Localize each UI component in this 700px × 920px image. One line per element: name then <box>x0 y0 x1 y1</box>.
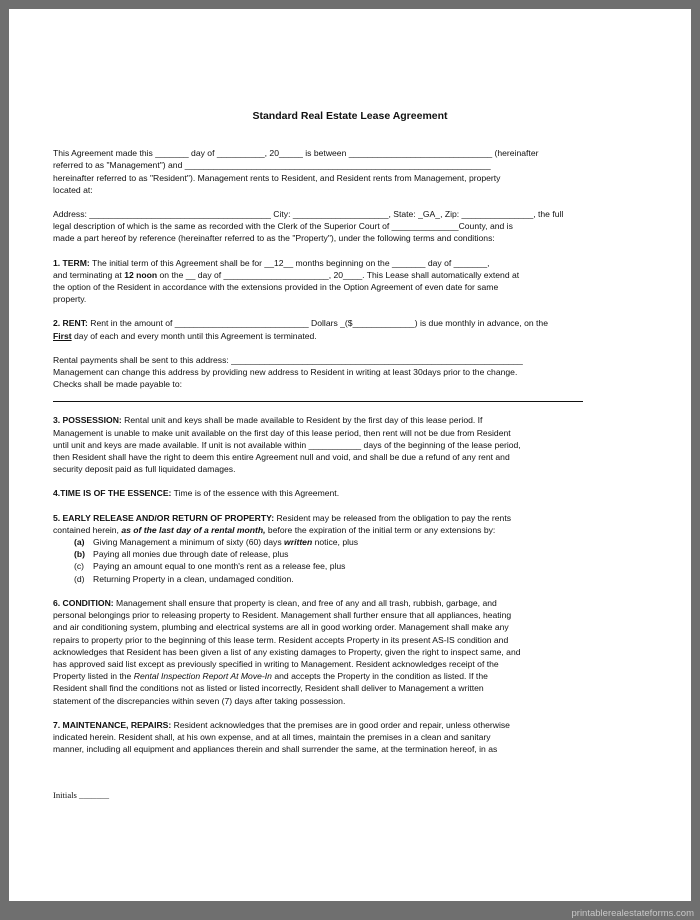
maintenance-line <box>53 719 607 731</box>
list-emphasis: written <box>284 537 313 548</box>
early-release-section <box>53 512 607 585</box>
possession-line: until unit and keys are made available. If unit is not available within ___________ days of the beginning of the lease period, <box>53 439 521 450</box>
possession-line <box>53 414 607 426</box>
rent-text: day of each and every month until this Agreement is terminated. <box>71 330 317 341</box>
list-text: Paying an amount equal to one month's rent as a release fee, plus <box>93 561 346 572</box>
list-item <box>53 560 607 572</box>
list-item <box>53 573 607 585</box>
lease-document-page <box>9 9 691 901</box>
address-line: Address: ______________________________________ City: ____________________, State: _GA_, Zip: _______________, the full <box>53 209 564 220</box>
rent-heading: 2. RENT: <box>53 318 88 329</box>
condition-section <box>53 597 607 707</box>
term-heading: 1. TERM: <box>53 257 90 268</box>
maintenance-line: manner, including all equipment and appliances therein and shall surrender the same, at the termination hereof, in as <box>53 744 498 755</box>
list-key: (a) <box>74 537 85 548</box>
list-key: (d) <box>74 573 85 584</box>
intro-section <box>53 147 607 196</box>
condition-text: and accepts the Property in the condition as listed. If the <box>271 671 488 682</box>
early-text: before the expiration of the initial term or any extensions by: <box>265 524 496 535</box>
maintenance-heading: 7. MAINTENANCE, REPAIRS: <box>53 719 172 730</box>
rent-section <box>53 317 607 341</box>
term-line: property. <box>53 294 87 305</box>
maintenance-text: Resident acknowledges that the premises are in good order and repair, unless otherwise <box>173 719 510 730</box>
list-key: (c) <box>74 561 85 572</box>
possession-section <box>53 414 607 475</box>
document-title: Standard Real Estate Lease Agreement <box>252 110 448 122</box>
rent-first: First <box>53 330 72 341</box>
condition-report-name: Rental Inspection Report At Move-In <box>133 671 272 682</box>
term-text: and terminating at <box>53 269 125 280</box>
list-text: Returning Property in a clean, undamaged condition. <box>93 573 294 584</box>
possession-line: security deposit paid as full liquidated damages. <box>53 464 236 475</box>
intro-line: hereinafter referred to as "Resident"). Management rents to Resident, and Resident rents from Management, property <box>53 172 501 183</box>
term-line <box>53 269 607 281</box>
possession-heading: 3. POSSESSION: <box>53 415 122 426</box>
condition-text: Property listed in the <box>53 671 134 682</box>
list-text: Paying all monies due through date of release, plus <box>93 549 289 560</box>
condition-line: personal belongings prior to releasing property to Resident. Management shall further ensure that all appliances, heating <box>53 610 512 621</box>
list-text <box>93 536 358 548</box>
term-line <box>53 257 607 269</box>
payable-to-line <box>53 390 583 402</box>
condition-line <box>53 597 607 609</box>
intro-line: referred to as "Management") and ________________________________________________________________ <box>53 160 491 171</box>
rent-line <box>53 317 607 329</box>
list-item <box>53 536 607 548</box>
early-text: contained herein, <box>53 524 122 535</box>
early-emphasis: as of the last day of a rental month, <box>121 524 266 535</box>
essence-section <box>53 487 607 499</box>
address-line: legal description of which is the same as recorded with the Clerk of the Superior Court of ______________County, and is <box>53 221 513 232</box>
rent-text: Rent in the amount of ____________________________ Dollars _($_____________) is due monthly in advance, on the <box>90 318 548 329</box>
essence-text: Time is of the essence with this Agreement. <box>173 488 340 499</box>
intro-line: This Agreement made this _______ day of __________, 20_____ is between ______________________________ (hereinafter <box>53 148 539 159</box>
condition-line: repairs to property prior to the beginning of this lease term. Resident accepts Property in its present AS-IS condition and <box>53 634 509 645</box>
list-key: (b) <box>74 549 85 560</box>
payment-section <box>53 354 607 403</box>
possession-text: Rental unit and keys shall be made available to Resident by the first day of this lease period. If <box>124 415 483 426</box>
condition-heading: 6. CONDITION: <box>53 597 114 608</box>
condition-text: Management shall ensure that property is clean, and free of any and all trash, rubbish, garbage, and <box>116 597 497 608</box>
payment-line: Rental payments shall be sent to this address: _____________________________________________________________ <box>53 354 523 365</box>
intro-line: located at: <box>53 184 93 195</box>
address-section <box>53 208 607 245</box>
payment-line: Checks shall be made payable to: <box>53 379 182 390</box>
release-conditions-list <box>53 536 607 585</box>
term-text: on the __ day of ______________________, 20____. This Lease shall automatically extend at <box>157 269 520 280</box>
term-line: the option of the Resident in accordance with the extensions provided in the Option Agreement of even date for same <box>53 282 499 293</box>
address-line: made a part hereof by reference (hereinafter referred to as the "Property"), under the following terms and conditions: <box>53 233 495 244</box>
early-heading: 5. EARLY RELEASE AND/OR RETURN OF PROPERTY: <box>53 512 275 523</box>
list-text-part: Giving Management a minimum of sixty (60) days <box>93 537 285 548</box>
term-noon: 12 noon <box>124 269 158 280</box>
condition-line: statement of the discrepancies within seven (7) days after taking possession. <box>53 695 346 706</box>
early-line <box>53 512 607 524</box>
condition-line: has approved said list except as previously specified in writing to Management. Resident acknowledges receipt of the <box>53 658 499 669</box>
list-item <box>53 548 607 560</box>
term-section <box>53 257 607 306</box>
condition-line: Resident shall find the conditions not as listed or listed incorrectly, Resident shall deliver to Management a written <box>53 683 484 694</box>
condition-line: acknowledges that Resident has been given a list of any existing damages to Property, given the right to inspect same, and <box>53 646 521 657</box>
payment-line: Management can change this address by providing new address to Resident in writing at least 30days prior to the change. <box>53 367 518 378</box>
initials-field: Initials _______ <box>53 790 110 801</box>
rent-line <box>53 330 607 342</box>
condition-line: and air conditioning system, plumbing and electrical systems are all in good working order. Management shall make any <box>53 622 509 633</box>
early-line <box>53 524 607 536</box>
essence-line <box>53 487 607 499</box>
essence-heading: 4.TIME IS OF THE ESSENCE: <box>53 488 172 499</box>
maintenance-section <box>53 719 607 756</box>
watermark: printablerealestateforms.com <box>571 908 694 919</box>
possession-line: Management is unable to make unit available on the first day of this lease period, then rent will not be due from Resident <box>53 427 511 438</box>
early-text: Resident may be released from the obligation to pay the rents <box>276 512 512 523</box>
maintenance-line: indicated herein. Resident shall, at his own expense, and at all times, maintain the premises in a clean and sanitary <box>53 731 491 742</box>
condition-line <box>53 670 607 682</box>
term-text: The initial term of this Agreement shall be for __12__ months beginning on the _______ day of _______, <box>92 257 490 268</box>
list-text-part: notice, plus <box>312 537 359 548</box>
possession-line: then Resident shall have the right to deem this entire Agreement null and void, and shall be due a refund of any rent and <box>53 452 510 463</box>
